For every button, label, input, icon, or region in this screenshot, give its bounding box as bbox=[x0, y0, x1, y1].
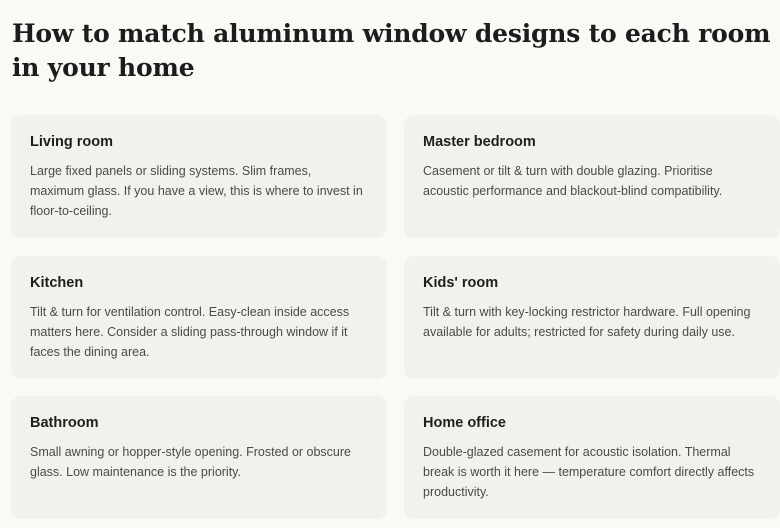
card-title: Master bedroom bbox=[423, 134, 536, 150]
room-card-kids-room bbox=[404, 256, 780, 379]
card-title: Bathroom bbox=[30, 415, 99, 431]
room-card-home-office bbox=[404, 396, 780, 519]
room-card-bathroom bbox=[11, 396, 387, 519]
card-description: Tilt & turn for ventilation control. Easy-clean inside access matters here. Consider a sliding pass-through window if it faces the dining area. bbox=[30, 305, 350, 359]
room-card-master-bedroom bbox=[404, 115, 780, 238]
card-title: Kitchen bbox=[30, 275, 84, 291]
card-description: Tilt & turn with key-locking restrictor hardware. Full opening available for adults; restricted for safety during daily use. bbox=[423, 305, 751, 339]
card-description: Casement or tilt & turn with double glazing. Prioritise acoustic performance and blackout-blind compatibility. bbox=[423, 164, 723, 198]
card-title: Kids' room bbox=[423, 275, 499, 291]
room-card-kitchen bbox=[11, 256, 387, 379]
card-title: Home office bbox=[423, 415, 506, 431]
room-card-living-room bbox=[11, 115, 387, 238]
card-description: Double-glazed casement for acoustic isolation. Thermal break is worth it here — temperature comfort directly affects productivity. bbox=[423, 445, 755, 499]
page-title: How to match aluminum window designs to each room in your home bbox=[12, 19, 771, 82]
card-description: Large fixed panels or sliding systems. Slim frames, maximum glass. If you have a view, this is where to invest in floor-to-ceiling. bbox=[30, 164, 363, 218]
card-title: Living room bbox=[30, 134, 113, 150]
card-description: Small awning or hopper-style opening. Frosted or obscure glass. Low maintenance is the priority. bbox=[30, 445, 352, 479]
